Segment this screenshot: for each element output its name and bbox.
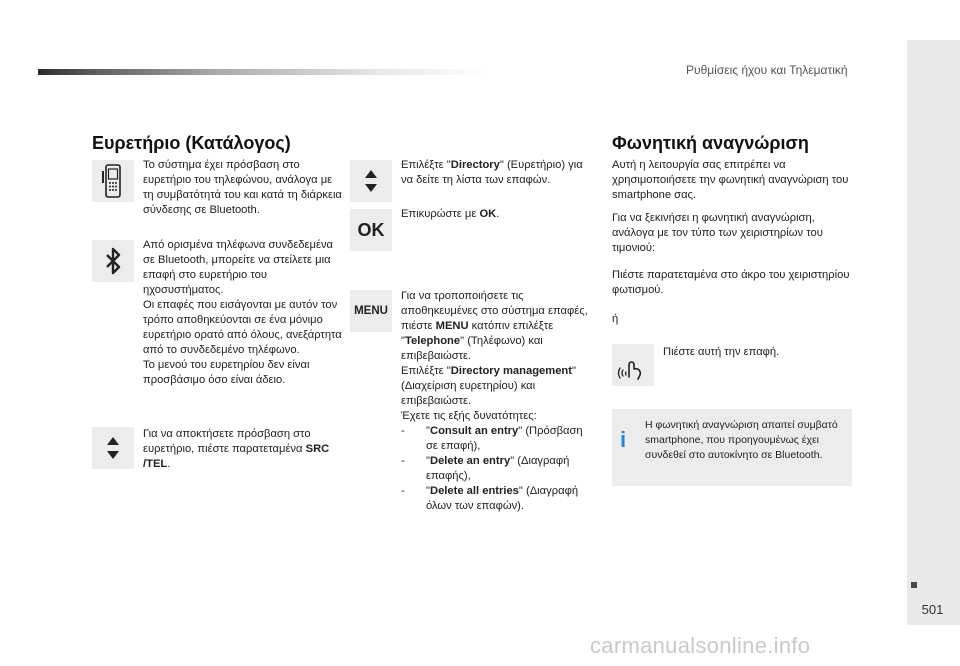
- press-contact-text: Πιέστε αυτή την επαφή.: [663, 346, 780, 358]
- or-text: ή: [612, 313, 619, 325]
- page-number: 501: [921, 602, 944, 617]
- ok-word: OK: [479, 208, 497, 220]
- option-desc: " (Διαγραφή επαφής),: [426, 455, 570, 482]
- info-icon: i: [620, 427, 627, 452]
- page-side-strip: [907, 40, 960, 625]
- bluetooth-contacts-line: Το μενού του ευρετηρίου δεν είναι προσβάσιμο όσο είναι άδειο.: [143, 359, 310, 386]
- list-item: [401, 484, 591, 514]
- ok-key-icon: [350, 209, 392, 251]
- bluetooth-icon: [92, 240, 134, 282]
- confirm-pre: Επικυρώστε με: [401, 208, 480, 220]
- option-quote: ": [426, 485, 430, 497]
- list-dash: -: [401, 425, 405, 437]
- access-directory-post: .: [167, 458, 171, 470]
- options-intro: Έχετε τις εξής δυνατότητες:: [401, 410, 537, 422]
- lighting-stalk-text: Πιέστε παρατεταμένα στο άκρο του χειριστηρίου φωτισμού.: [612, 269, 850, 296]
- confirm-ok-text: [401, 207, 593, 222]
- option-desc: " (Διαγραφή όλων των επαφών).: [426, 485, 579, 512]
- directory-management-option: Directory management: [450, 365, 572, 377]
- select-directory-text: [401, 158, 593, 188]
- menu-key-label: MENU: [354, 305, 388, 317]
- menu-word: MENU: [435, 320, 469, 332]
- consult-entry-option: Consult an entry: [429, 425, 519, 437]
- voice-intro-text: Αυτή η λειτουργία σας επιτρέπει να χρησιμοποιήσετε την φωνητική αναγνώριση του smartphone σας.: [612, 159, 849, 201]
- options-list: [401, 424, 591, 514]
- bluetooth-contacts-line: Οι επαφές που εισάγονται με αυτόν τον τρόπο αποθηκεύονται σε ένα μόνιμο ευρετήριο ορατό από όλους, ανεξάρτητα από το συνδεδεμένο τηλέφωνο.: [143, 299, 342, 356]
- section-header: Ρυθμίσεις ήχου και Τηλεματική: [686, 63, 848, 77]
- info-text: Η φωνητική αναγνώριση απαιτεί συμβατό smartphone, που προηγουμένως έχει συνδεθεί στο αυτοκίνητο σε Bluetooth.: [645, 419, 838, 461]
- directory-option: Directory: [450, 159, 500, 171]
- option-desc: " (Πρόσβαση σε επαφή),: [426, 425, 583, 452]
- access-directory-pre: Για να αποκτήσετε πρόσβαση στο ευρετήριο, πιέστε παρατεταμένα: [143, 428, 311, 455]
- list-dash: -: [401, 455, 405, 467]
- header-gradient-bar: [38, 69, 488, 75]
- list-item: [401, 424, 591, 454]
- modify-contacts-para: [401, 289, 591, 364]
- modify-text-a: Για να τροποποιήσετε τις αποθηκευμένες στο σύστημα επαφές, πιέστε: [401, 290, 588, 332]
- src-tel-key: SRC /TEL: [143, 443, 330, 470]
- telephone-option: Telephone: [404, 335, 461, 347]
- watermark: carmanualsonline.info: [590, 633, 811, 658]
- option-quote: ": [426, 455, 430, 467]
- ok-key-label: OK: [357, 219, 385, 240]
- modify-text-b: κατόπιν επιλέξτε ": [401, 320, 554, 347]
- select-directory-post: " (Ευρετήριο) για να δείτε τη λίστα των επαφών.: [401, 159, 583, 186]
- voice-start-text: Για να ξεκινήσει η φωνητική αναγνώριση, ανάλογα με τον τύπο των χειριστηρίων του τιμονιού:: [612, 212, 823, 254]
- select-directory-pre: Επιλέξτε ": [401, 159, 451, 171]
- phone-icon: [92, 160, 134, 202]
- delete-all-option: Delete all entries: [429, 485, 519, 497]
- access-directory-text: [143, 427, 343, 472]
- bluetooth-contacts-line: Από ορισμένα τηλέφωνα συνδεδεμένα σε Bluetooth, μπορείτε να στείλετε μια επαφή στο ευρετήριο του ηχοσυστήματος.: [143, 239, 334, 296]
- bluetooth-contacts-text: [143, 238, 343, 388]
- list-item: [401, 454, 591, 484]
- directory-intro-text: Το σύστημα έχει πρόσβαση στο ευρετήριο του τηλεφώνου, ανάλογα με τη συμβατότητά του και κατά τη διάρκεια σύνδεσης σε Bluetooth.: [143, 159, 342, 216]
- confirm-post: .: [496, 208, 500, 220]
- modify-text-c: " (Τηλέφωνο) και επιβεβαιώστε.: [401, 335, 543, 362]
- modify-contacts-text: [401, 289, 591, 514]
- delete-entry-option: Delete an entry: [429, 455, 511, 467]
- option-quote: ": [426, 425, 430, 437]
- directory-management-para: [401, 364, 591, 409]
- up-down-arrows-icon: [92, 427, 134, 469]
- directory-title: Ευρετήριο (Κατάλογος): [92, 133, 291, 153]
- up-down-arrows-icon: [350, 160, 392, 202]
- page-marker: [911, 582, 917, 588]
- dm-text-a: Επιλέξτε ": [401, 365, 451, 377]
- list-dash: -: [401, 485, 405, 497]
- voice-recognition-title: Φωνητική αναγνώριση: [612, 133, 809, 153]
- touch-hand-icon: [612, 344, 654, 386]
- menu-key-icon: [350, 290, 392, 332]
- dm-text-b: " (Διαχείριση ευρετηρίου) και επιβεβαιώστε.: [401, 365, 576, 407]
